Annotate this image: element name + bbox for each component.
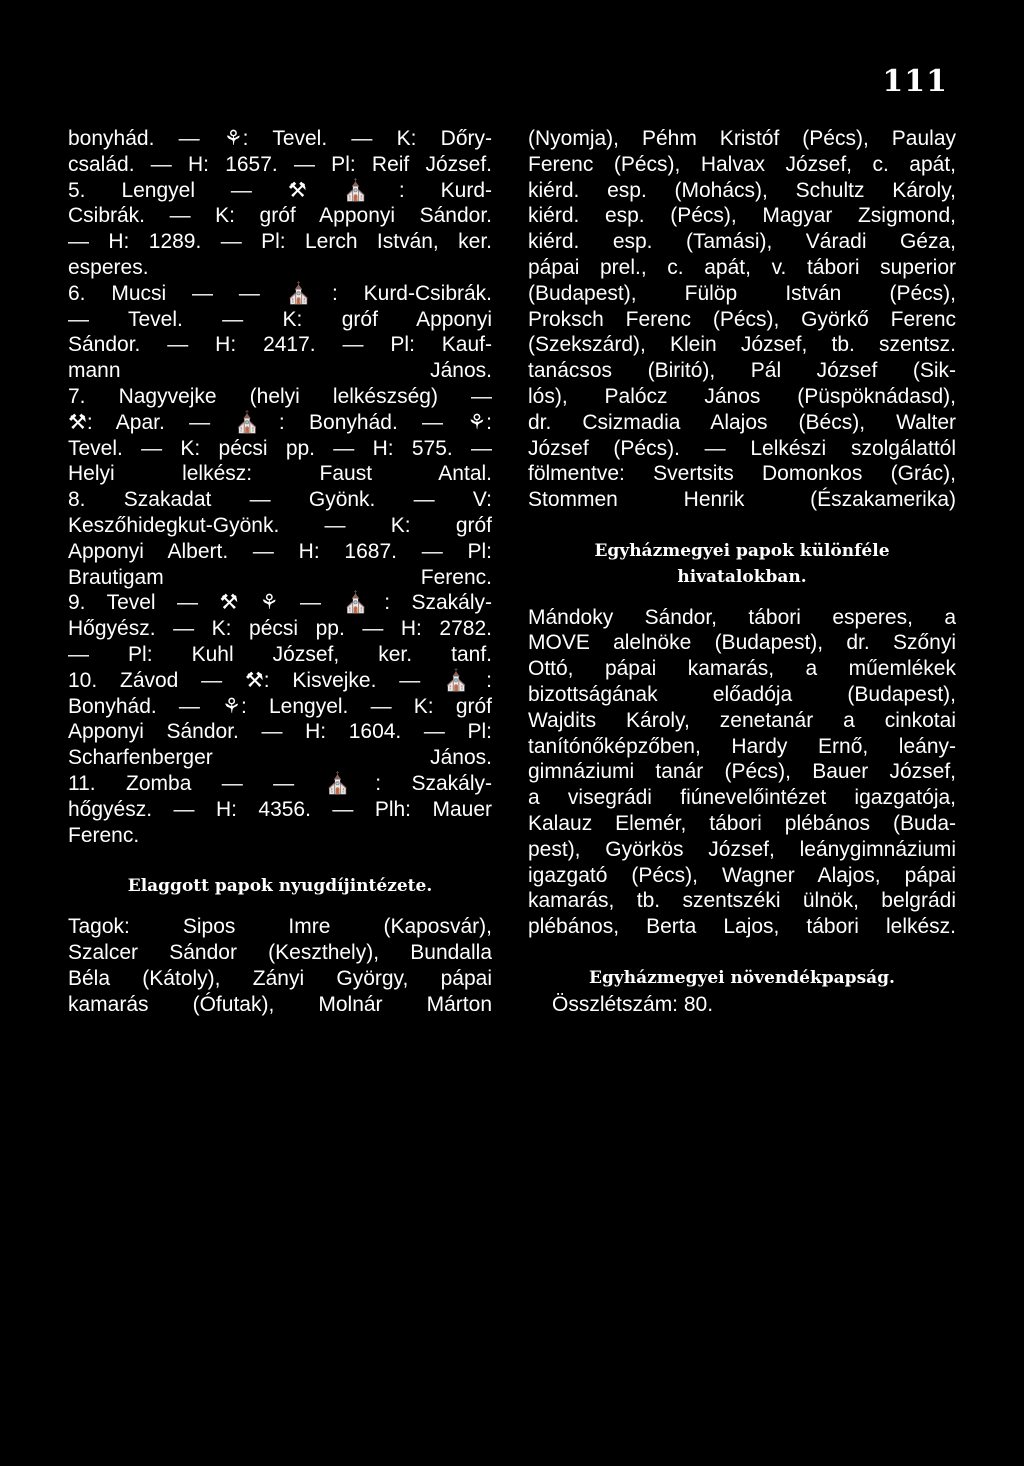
office-line-9: Kalauz Elemér, tábori plébános (Buda- [528,811,956,835]
office-line-7: gimnáziumi tanár (Pécs), Bauer József, [528,760,956,784]
entry-line-3: 5. Lengyel — ⚒ ⛪: Kurd- [68,178,492,202]
entry-line-15: 8. Szakadat — Gyönk. — V: [68,488,492,512]
pension-members-paragraph [68,914,492,1017]
entry-line-19: 9. Tevel — ⚒ ⚘ — ⛪: Szakály- [68,591,492,615]
pension-line-3: Béla (Kátoly), Zányi György, pápai [68,966,492,990]
right-column [528,126,956,1018]
member-line-3: kiérd. esp. (Mohács), Schultz Károly, [528,178,956,202]
section-heading-seminarians: Egyházmegyei növendékpapság. [589,967,895,988]
entry-line-10: mann János. [68,359,492,383]
entry-line-22: 10. Závod — ⚒: Kisvejke. — ⛪: [68,668,492,692]
entry-line-28: Ferenc. [68,823,140,847]
member-line-2: Ferenc (Pécs), Halvax József, c. apát, [528,152,956,176]
entry-line-8: — Tevel. — K: gróf Apponyi [68,307,492,331]
left-column [68,126,492,1017]
entry-line-25: Scharfenberger János. [68,746,492,770]
section-heading-offices-line1: Egyházmegyei papok különféle [594,540,890,561]
entry-line-1: bonyhád. — ⚘: Tevel. — K: Dőry- [68,127,492,150]
member-line-7: (Budapest), Fülöp István (Pécs), [528,281,956,305]
entry-line-27: hőgyész. — H: 4356. — Plh: Mauer [68,797,492,821]
office-line-1: Mándoky Sándor, tábori esperes, a [528,605,956,629]
entry-line-26: 11. Zomba — — ⛪: Szakály- [68,771,492,795]
office-line-2: MOVE alelnöke (Budapest), dr. Szőnyi [528,631,956,655]
entry-line-16: Keszőhidegkut-Gyönk. — K: gróf [68,513,492,537]
office-line-3: Ottó, pápai kamarás, a műemlékek [528,657,956,681]
member-line-15: Stommen Henrik (Északamerika) [528,488,956,512]
section-heading-pension: Elaggott papok nyugdíjintézete. [127,876,433,897]
entry-line-2: család. — H: 1657. — Pl: Reif József. [68,152,492,176]
entry-line-11: 7. Nagyvejke (helyi lelkészség) — [68,384,492,408]
entry-line-14: Helyi lelkész: Faust Antal. [68,462,492,486]
entry-line-4: Csibrák. — K: gróf Apponyi Sándor. [68,204,492,228]
entry-line-17: Apponyi Albert. — H: 1687. — Pl: [68,539,492,563]
seminarians-total: Összlétszám: 80. [552,992,714,1016]
office-line-13: plébános, Berta Lajos, tábori lelkész. [528,915,956,939]
page-number: 111 [882,64,948,99]
entry-line-12: ⚒: Apar. — ⛪: Bonyhád. — ⚘: [68,410,492,434]
office-line-5: Wajdits Károly, zenetanár a cinkotai [528,708,956,732]
entry-line-21: — Pl: Kuhl József, ker. tanf. [68,642,492,666]
member-line-5: kiérd. esp. (Tamási), Váradi Géza, [528,230,956,254]
section-heading-offices-line2: hivatalokban. [677,566,807,587]
entry-line-9: Sándor. — H: 2417. — Pl: Kauf- [68,333,492,357]
member-line-8: Proksch Ferenc (Pécs), Györkő Ferenc [528,307,956,331]
entry-line-6: esperes. [68,255,149,279]
entry-line-5: — H: 1289. — Pl: Lerch István, ker. [68,230,492,254]
entry-line-23: Bonyhád. — ⚘: Lengyel. — K: gróf [68,694,492,718]
member-list-continued [528,126,956,513]
parish-entries [68,126,492,848]
pension-line-4: kamarás (Ófutak), Molnár Márton [68,992,492,1016]
member-line-10: tanácsos (Biritó), Pál József (Sik- [528,359,956,383]
entry-line-20: Hőgyész. — K: pécsi pp. — H: 2782. [68,617,492,641]
member-line-4: kiérd. esp. (Pécs), Magyar Zsigmond, [528,204,956,228]
entry-line-18: Brautigam Ferenc. [68,565,492,589]
entry-line-7: 6. Mucsi — — ⛪: Kurd-Csibrák. [68,281,492,305]
member-line-9: (Szekszárd), Klein József, tb. szentsz. [528,333,956,357]
pension-line-1: Tagok: Sipos Imre (Kaposvár), [68,915,492,939]
office-line-6: tanítónőképzőben, Hardy Ernő, leány- [528,734,956,758]
offices-paragraph [528,605,956,940]
office-line-12: kamarás, tb. szentszéki ülnök, belgrádi [528,889,956,913]
member-line-11: lós), Palócz János (Püspöknádasd), [528,384,956,408]
member-line-13: József (Pécs). — Lelkészi szolgálattól [528,436,956,460]
office-line-11: igazgató (Pécs), Wagner Alajos, pápai [528,863,956,887]
entry-line-24: Apponyi Sándor. — H: 1604. — Pl: [68,720,492,744]
office-line-10: pest), Györkös József, leánygimnáziumi [528,837,956,861]
member-line-12: dr. Csizmadia Alajos (Bécs), Walter [528,410,956,434]
member-line-6: pápai prel., c. apát, v. tábori superior [528,255,956,279]
pension-line-2: Szalcer Sándor (Keszthely), Bundalla [68,940,492,964]
office-line-4: bizottságának előadója (Budapest), [528,682,956,706]
entry-line-13: Tevel. — K: pécsi pp. — H: 575. — [68,436,492,460]
office-line-8: a visegrádi fiúnevelőintézet igazgatója, [528,786,956,810]
member-line-14: fölmentve: Svertsits Domonkos (Grác), [528,462,956,486]
member-line-1: (Nyomja), Péhm Kristóf (Pécs), Paulay [528,127,956,150]
